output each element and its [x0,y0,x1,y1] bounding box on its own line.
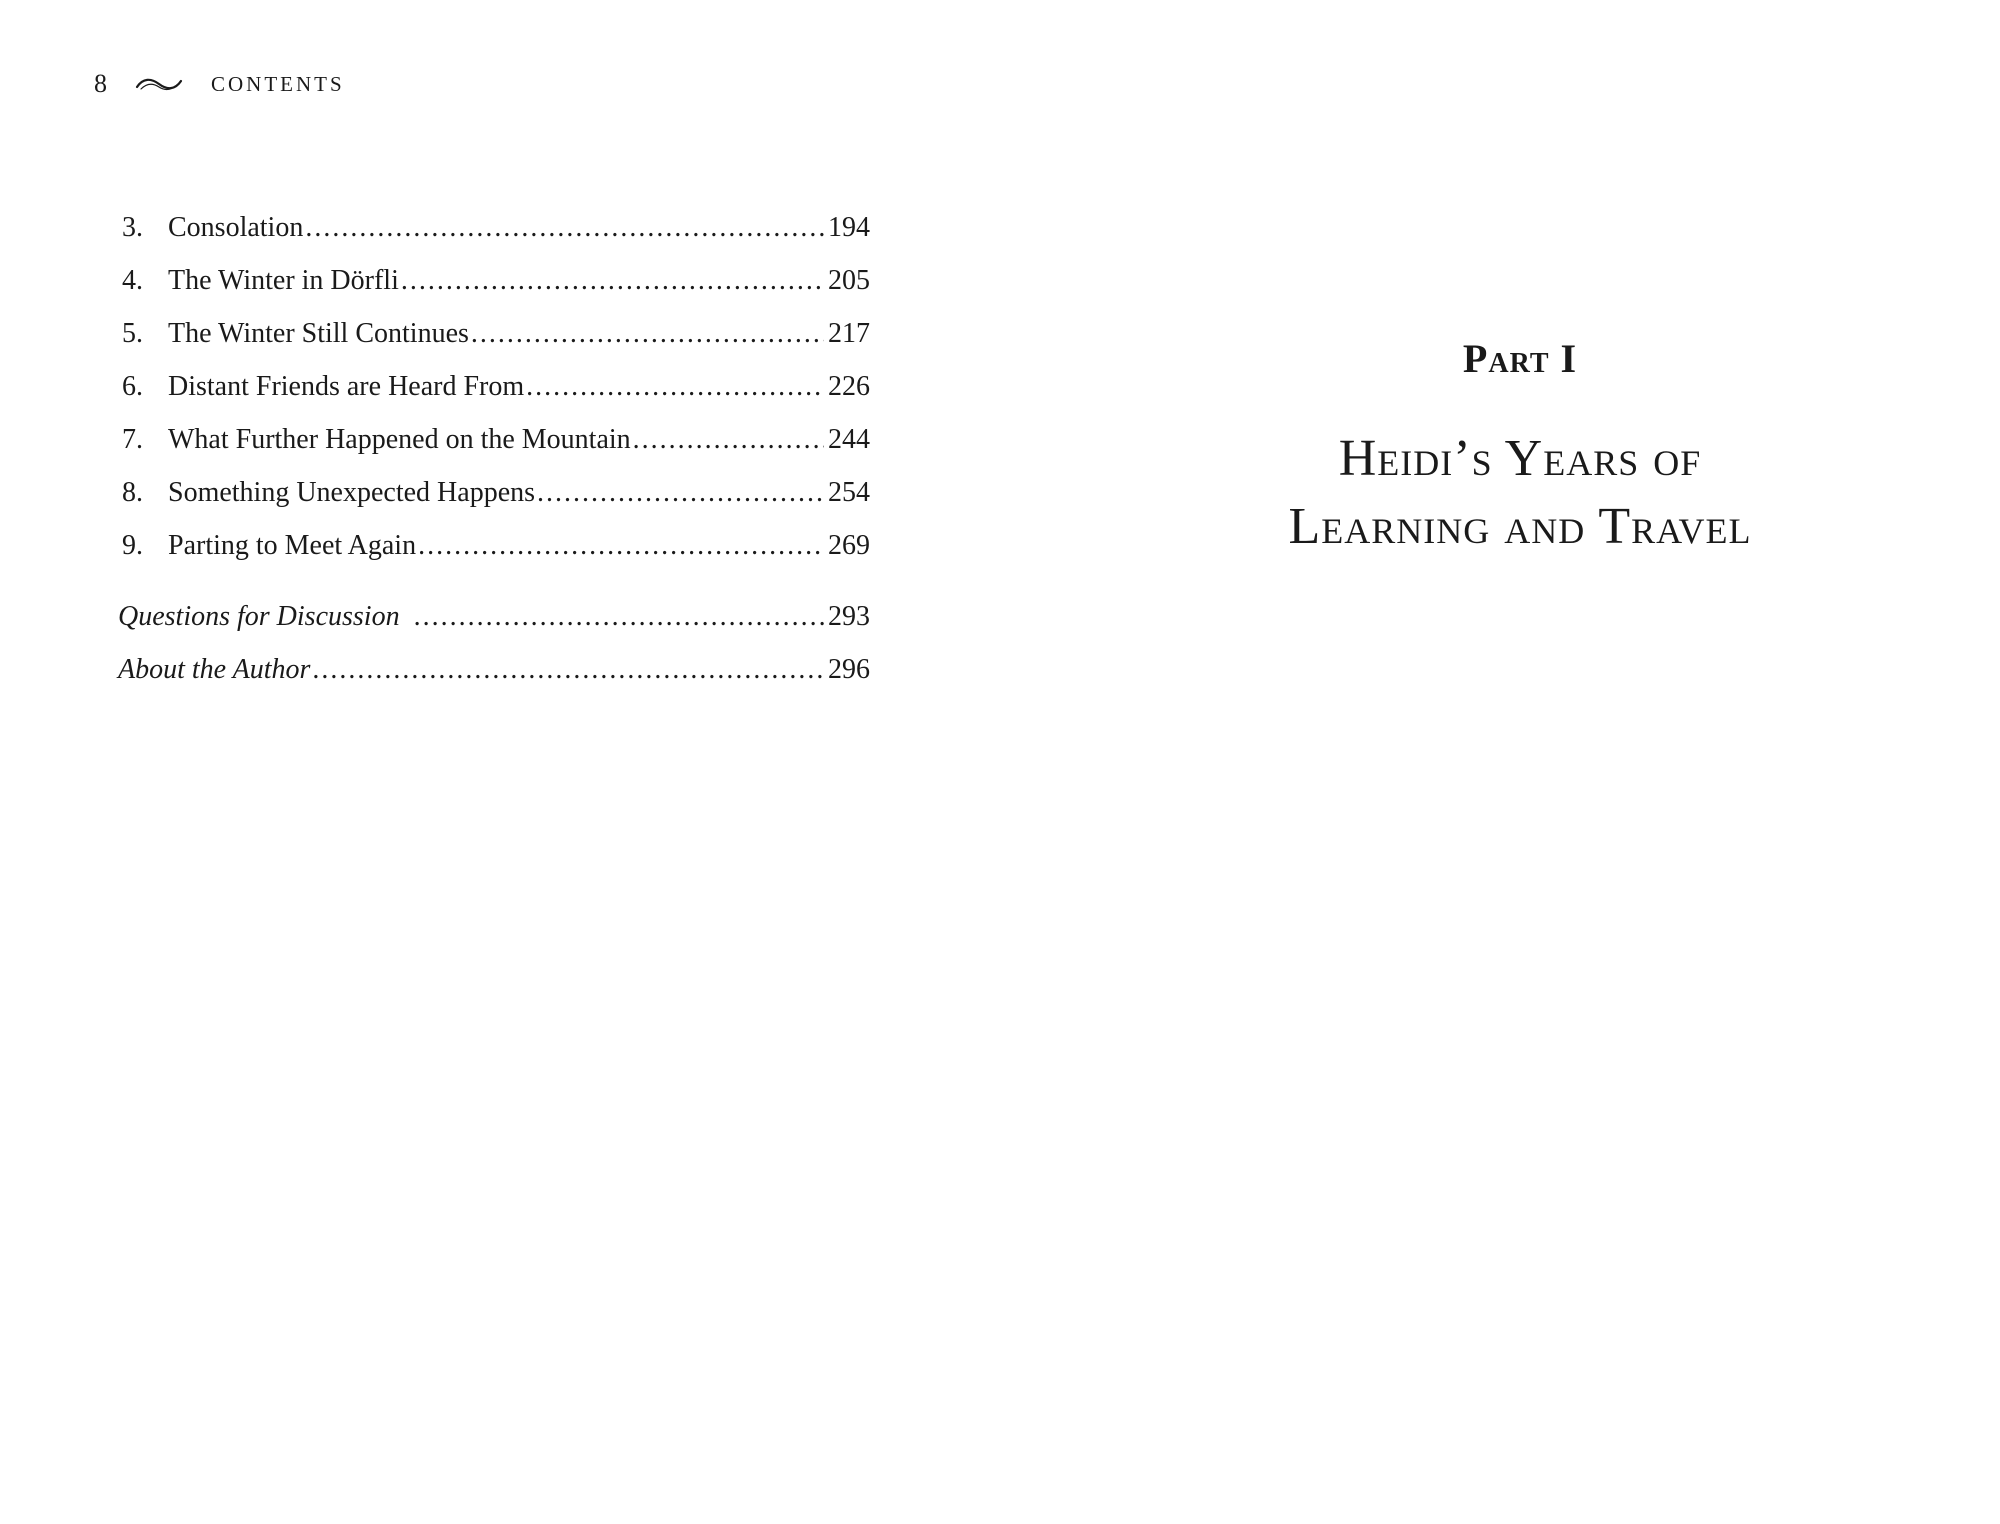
toc-chapter-title: Something Unexpected Happens [168,477,536,508]
toc-chapter-number: 4. [122,265,143,296]
toc-back-matter-entry[interactable] [118,654,870,707]
running-head [94,64,345,104]
dot-leader [312,654,824,686]
toc-entry[interactable] [118,212,870,265]
toc-page-number: 296 [828,654,870,685]
toc-spacer [118,583,870,601]
toc-entry[interactable] [118,424,870,477]
toc-page-number: 194 [828,212,870,243]
toc-page-number: 244 [828,424,870,455]
dot-leader [305,212,824,244]
toc-back-matter-title: About the Author [118,654,311,685]
part-title-line: Learning and Travel [1288,498,1752,555]
part-title [1220,425,1820,561]
toc-chapter-number: 8. [122,477,143,508]
toc-chapter-title: The Winter in Dörfli [168,265,399,296]
dot-leader [418,530,824,562]
part-label: Part I [1462,336,1578,381]
toc-chapter-title: Consolation [168,212,304,243]
part-title-line: Heidi’s Years of [1338,430,1702,487]
dot-leader [414,601,824,633]
toc-page-number: 293 [828,601,870,632]
dot-leader [401,265,824,297]
toc-entry[interactable] [118,477,870,530]
toc-chapter-number: 5. [122,318,143,349]
part-opener [1220,335,1820,561]
toc-chapter-title: Distant Friends are Heard From [168,371,525,402]
page-number: 8 [94,69,107,98]
dot-leader [537,477,824,509]
toc-page-number: 217 [828,318,870,349]
toc-back-matter-entry[interactable] [118,601,870,654]
dot-leader [471,318,824,350]
dot-leader [526,371,824,403]
toc-back-matter-title: Questions for Discussion [118,601,400,632]
dot-leader [633,424,824,456]
toc-entry[interactable] [118,371,870,424]
toc-chapter-title: What Further Happened on the Mountain [168,424,631,455]
toc-page-number: 254 [828,477,870,508]
toc-page-number: 205 [828,265,870,296]
toc-chapter-number: 3. [122,212,143,243]
table-of-contents [118,212,870,707]
toc-chapter-number: 7. [122,424,143,455]
toc-chapter-title: Parting to Meet Again [168,530,417,561]
toc-entry[interactable] [118,265,870,318]
toc-chapter-number: 6. [122,371,143,402]
toc-chapter-title: The Winter Still Continues [168,318,469,349]
toc-entry[interactable] [118,318,870,371]
running-head-title: CONTENTS [211,71,345,96]
toc-page-number: 269 [828,530,870,561]
toc-entry[interactable] [118,530,870,583]
toc-chapter-number: 9. [122,530,143,561]
swash-ornament-icon [135,74,183,94]
toc-page-number: 226 [828,371,870,402]
